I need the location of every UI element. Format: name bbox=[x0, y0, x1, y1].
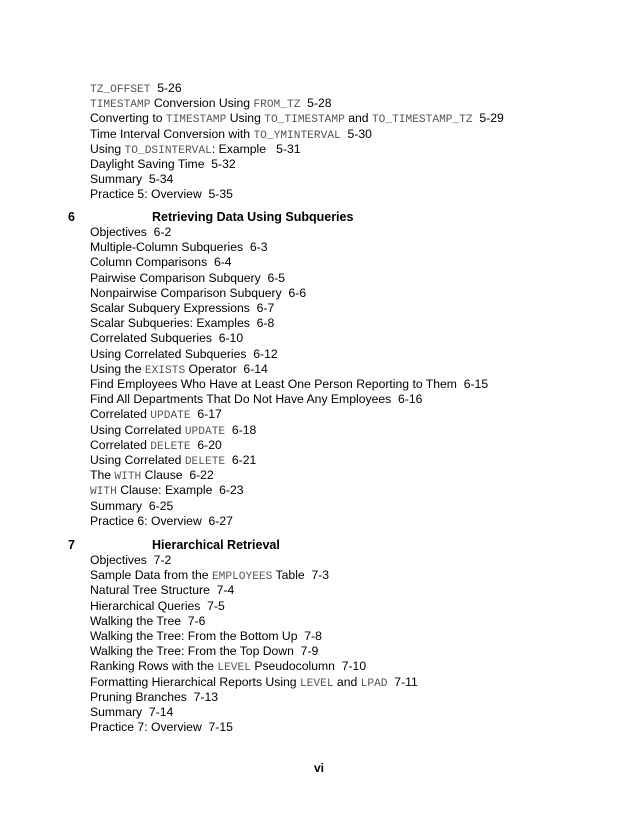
entry-text: Practice 7: Overview 7-15 bbox=[90, 720, 233, 735]
code-keyword: LPAD bbox=[360, 677, 388, 690]
toc-entry bbox=[90, 499, 173, 514]
toc-entry bbox=[90, 271, 285, 286]
entry-text: Pseudocolumn 7-10 bbox=[250, 659, 367, 674]
entry-text: Time Interval Conversion with bbox=[90, 126, 254, 141]
chapter-6-title: Retrieving Data Using Subqueries bbox=[152, 210, 354, 224]
entry-text: Practice 6: Overview 6-27 bbox=[90, 513, 233, 528]
entry-text: Conversion Using bbox=[150, 96, 254, 111]
code-keyword: TO_TIMESTAMP bbox=[264, 114, 345, 127]
entry-text: 6-20 bbox=[190, 437, 222, 452]
entry-text: Correlated Subqueries 6-10 bbox=[90, 331, 244, 346]
entry-text: Using bbox=[226, 111, 265, 126]
toc-entry bbox=[90, 347, 278, 362]
entry-text: Using bbox=[90, 141, 125, 156]
toc-entry bbox=[90, 599, 225, 614]
entry-text: Correlated bbox=[90, 437, 151, 452]
toc-entry bbox=[90, 316, 274, 331]
entry-text: Walking the Tree: From the Top Down 7-9 bbox=[90, 644, 319, 659]
entry-text: Converting to bbox=[90, 111, 166, 126]
toc-entry bbox=[90, 553, 171, 568]
toc-entry bbox=[90, 720, 233, 735]
code-keyword: WITH bbox=[90, 486, 117, 499]
toc-entry bbox=[90, 255, 232, 270]
entry-text: Sample Data from the bbox=[90, 568, 212, 583]
entry-text: 6-17 bbox=[190, 407, 222, 422]
code-keyword: DELETE bbox=[184, 456, 226, 468]
toc-entry bbox=[90, 377, 488, 392]
entry-text: Summary 7-14 bbox=[90, 705, 174, 719]
code-keyword: EMPLOYEES bbox=[211, 571, 273, 584]
code-keyword: LEVEL bbox=[299, 677, 334, 690]
toc-entry bbox=[90, 644, 318, 659]
code-keyword: UPDATE bbox=[184, 425, 226, 438]
entry-text: Nonpairwise Comparison Subquery 6-6 bbox=[90, 285, 307, 300]
entry-text: Operator 6-14 bbox=[185, 361, 268, 376]
entry-text: The bbox=[90, 468, 115, 483]
entry-text: Using Correlated Subqueries 6-12 bbox=[90, 346, 278, 361]
toc-entry bbox=[90, 240, 267, 255]
entry-text: Table 7-3 bbox=[272, 568, 330, 583]
entry-text: 5-26 bbox=[150, 81, 182, 95]
code-keyword: TIMESTAMP bbox=[90, 99, 151, 112]
entry-text: 5-29 bbox=[472, 111, 504, 126]
entry-text: Using Correlated bbox=[90, 422, 185, 437]
entry-text: 5-28 bbox=[300, 96, 332, 111]
code-keyword: WITH bbox=[114, 471, 142, 484]
entry-text: Walking the Tree 7-6 bbox=[90, 613, 206, 628]
toc-entry bbox=[90, 690, 218, 705]
entry-text: 6-18 bbox=[225, 422, 257, 437]
toc-entry bbox=[90, 157, 236, 172]
code-keyword: DELETE bbox=[150, 440, 191, 453]
entry-text: 7-11 bbox=[387, 674, 418, 689]
code-keyword: TIMESTAMP bbox=[165, 114, 227, 127]
entry-text: Formatting Hierarchical Reports Using bbox=[90, 674, 300, 689]
code-keyword: EXISTS bbox=[144, 364, 186, 377]
entry-text: Clause: Example 6-23 bbox=[116, 483, 244, 498]
toc-entry bbox=[90, 301, 274, 316]
toc-entry bbox=[90, 331, 243, 346]
toc-entry bbox=[90, 187, 233, 202]
entry-text: Column Comparisons 6-4 bbox=[90, 255, 232, 270]
entry-text: Correlated bbox=[90, 407, 151, 422]
page-number: vi bbox=[313, 761, 324, 775]
entry-text: Natural Tree Structure 7-4 bbox=[90, 583, 235, 598]
toc-entry bbox=[90, 392, 422, 407]
toc-entry bbox=[90, 225, 171, 240]
toc-entry bbox=[90, 614, 205, 629]
code-keyword: TO_TIMESTAMP_TZ bbox=[371, 114, 473, 127]
entry-text: Pruning Branches 7-13 bbox=[90, 689, 219, 704]
toc-entry bbox=[90, 286, 306, 301]
entry-text: Using Correlated bbox=[90, 453, 185, 467]
chapter-7-number: 7 bbox=[68, 538, 75, 552]
entry-text: 5-30 bbox=[340, 126, 372, 141]
toc-entry bbox=[90, 172, 173, 187]
toc-entry bbox=[90, 583, 234, 598]
code-keyword: UPDATE bbox=[150, 410, 191, 423]
entry-text: Find All Departments That Do Not Have Any Employees 6-16 bbox=[90, 392, 423, 407]
entry-text: : Example 5-31 bbox=[211, 141, 301, 156]
entry-text: Objectives 7-2 bbox=[90, 553, 172, 567]
entry-text: Summary 5-34 bbox=[90, 172, 174, 187]
entry-text: Clause 6-22 bbox=[141, 468, 214, 483]
entry-text: Scalar Subqueries: Examples 6-8 bbox=[90, 316, 275, 331]
code-keyword: LEVEL bbox=[217, 662, 251, 675]
chapter-7-title: Hierarchical Retrieval bbox=[152, 538, 280, 552]
entry-text: Using the bbox=[90, 361, 145, 376]
entry-text: and bbox=[333, 674, 361, 689]
toc-entry bbox=[90, 629, 322, 644]
entry-text: Practice 5: Overview 5-35 bbox=[90, 187, 233, 202]
entry-text: Objectives 6-2 bbox=[90, 225, 172, 239]
code-keyword: TO_DSINTERVAL bbox=[124, 144, 212, 157]
entry-text: Daylight Saving Time 5-32 bbox=[90, 157, 236, 171]
entry-text: 6-21 bbox=[225, 453, 257, 467]
entry-text: and bbox=[344, 111, 372, 126]
entry-text: Scalar Subquery Expressions 6-7 bbox=[90, 301, 275, 315]
code-keyword: TZ_OFFSET bbox=[90, 84, 151, 96]
chapter-6-number: 6 bbox=[68, 210, 75, 224]
entry-text: Pairwise Comparison Subquery 6-5 bbox=[90, 270, 286, 285]
entry-text: Multiple-Column Subqueries 6-3 bbox=[90, 240, 268, 255]
entry-text: Find Employees Who Have at Least One Person Reporting to Them 6-15 bbox=[90, 377, 489, 391]
entry-text: Walking the Tree: From the Bottom Up 7-8 bbox=[90, 629, 322, 643]
entry-text: Hierarchical Queries 7-5 bbox=[90, 598, 225, 613]
entry-text: Ranking Rows with the bbox=[90, 659, 218, 674]
code-keyword: FROM_TZ bbox=[253, 99, 301, 112]
toc-entry bbox=[90, 705, 173, 720]
entry-text: Summary 6-25 bbox=[90, 498, 174, 513]
code-keyword: TO_YMINTERVAL bbox=[253, 129, 341, 142]
toc-entry bbox=[90, 514, 233, 529]
